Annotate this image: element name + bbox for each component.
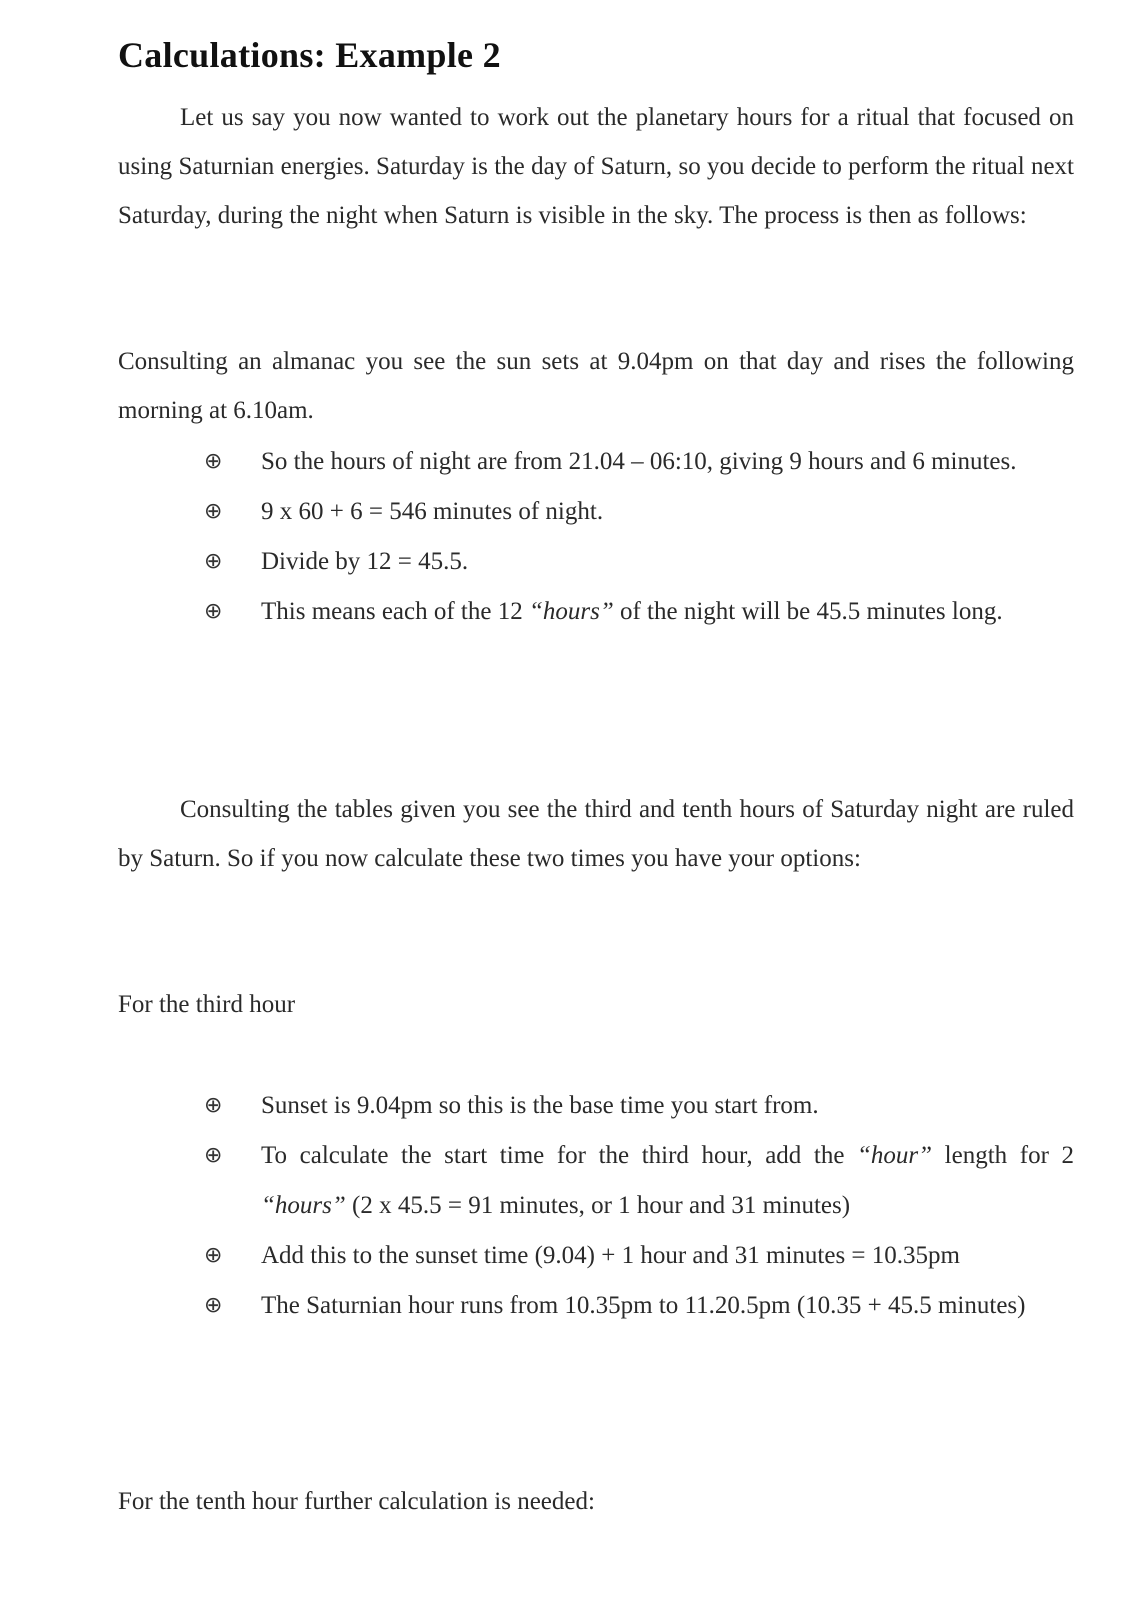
list-item-text: 9 x 60 + 6 = 546 minutes of night. [261, 498, 604, 525]
tables-paragraph: Consulting the tables given you see the third and tenth hours of Saturday night are ruled by Saturn. So if you now calculate these two times you have your options: [118, 796, 1074, 872]
list-item [204, 537, 1074, 587]
list-item-text: To calculate the start time for the third hour, add the “hour” length for 2 “hours” (2 x 45.5 = 91 minutes, or 1 hour and 31 minutes) [261, 1142, 1075, 1219]
circled-plus-icon: ⊕ [204, 1093, 223, 1118]
list-item [204, 1131, 1074, 1231]
list-item-text: This means each of the 12 “hours” of the night will be 45.5 minutes long. [261, 598, 1003, 625]
intro-paragraph: Let us say you now wanted to work out the planetary hours for a ritual that focused on using Saturnian energies. Saturday is the day of Saturn, so you decide to perform the ritual next Saturday, during the night when Saturn is visible in the sky. The process is then as follows: [118, 104, 1074, 229]
circled-plus-icon: ⊕ [204, 599, 223, 624]
circled-plus-icon: ⊕ [204, 449, 223, 474]
list-item-text: The Saturnian hour runs from 10.35pm to 11.20.5pm (10.35 + 45.5 minutes) [261, 1292, 1026, 1319]
third-hour-label: For the third hour [118, 991, 296, 1018]
third-hour-list [204, 1081, 1074, 1331]
circled-plus-icon: ⊕ [204, 1243, 223, 1268]
list-item [204, 1281, 1074, 1331]
list-item-text: Add this to the sunset time (9.04) + 1 hour and 31 minutes = 10.35pm [261, 1242, 960, 1269]
circled-plus-icon: ⊕ [204, 1143, 223, 1168]
night-calculation-list [204, 437, 1074, 637]
list-item-text: Divide by 12 = 45.5. [261, 548, 469, 575]
list-item [204, 587, 1074, 637]
list-item-text: So the hours of night are from 21.04 – 06:10, giving 9 hours and 6 minutes. [261, 448, 1017, 475]
circled-plus-icon: ⊕ [204, 499, 223, 524]
list-item [204, 1231, 1074, 1281]
circled-plus-icon: ⊕ [204, 549, 223, 574]
emphasis-hour: “hour” [857, 1142, 933, 1169]
list-item-text: Sunset is 9.04pm so this is the base time you start from. [261, 1092, 819, 1119]
list-item [204, 1081, 1074, 1131]
emphasis-hours: “hours” [261, 1192, 346, 1219]
tenth-hour-label: For the tenth hour further calculation is needed: [118, 1488, 595, 1515]
page-title: Calculations: Example 2 [118, 35, 501, 75]
emphasis-hours: “hours” [528, 598, 614, 625]
almanac-paragraph: Consulting an almanac you see the sun sets at 9.04pm on that day and rises the following morning at 6.10am. [118, 348, 1074, 424]
list-item [204, 487, 1074, 537]
circled-plus-icon: ⊕ [204, 1293, 223, 1318]
list-item [204, 437, 1074, 487]
